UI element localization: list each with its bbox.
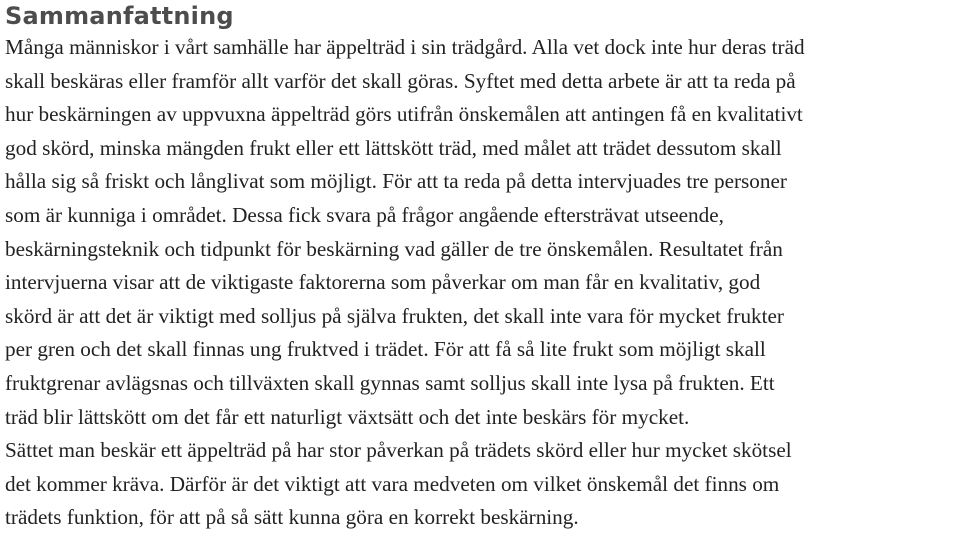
summary-paragraph-2: [5, 434, 959, 535]
text-line: träd blir lättskött om det får ett naturligt växtsätt och det inte beskärs för mycket.: [5, 404, 690, 429]
summary-paragraph-1: [5, 31, 959, 434]
text-line: beskärningsteknik och tidpunkt för beskärning vad gäller de tre önskemålen. Resultatet från: [5, 236, 783, 261]
text-line: fruktgrenar avlägsnas och tillväxten skall gynnas samt solljus skall inte lysa på frukten. Ett: [5, 370, 775, 395]
text-line: trädets funktion, för att på så sätt kunna göra en korrekt beskärning.: [5, 505, 579, 530]
text-line: Sättet man beskär ett äppelträd på har stor påverkan på trädets skörd eller hur mycket skötsel: [5, 438, 792, 463]
document-page: [5, 0, 959, 535]
text-line: god skörd, minska mängden frukt eller ett lättskött träd, med målet att trädet dessutom skall: [5, 135, 782, 160]
text-line: som är kunniga i området. Dessa fick svara på frågor angående eftersträvat utseende,: [5, 202, 724, 227]
text-line: hålla sig så friskt och långlivat som möjligt. För att ta reda på detta intervjuades tre personer: [5, 169, 787, 194]
summary-heading: Sammanfattning: [5, 2, 234, 30]
text-line: skall beskäras eller framför allt varför det skall göras. Syftet med detta arbete är att ta reda på: [5, 68, 796, 93]
text-line: per gren och det skall finnas ung fruktved i trädet. För att få så lite frukt som möjligt skall: [5, 337, 766, 362]
text-line: hur beskärningen av uppvuxna äppelträd görs utifrån önskemålen att antingen få en kvalitativt: [5, 102, 803, 127]
text-line: intervjuerna visar att de viktigaste faktorerna som påverkar om man får en kvalitativ, god: [5, 270, 761, 295]
text-line: det kommer kräva. Därför är det viktigt att vara medveten om vilket önskemål det finns om: [5, 471, 780, 496]
text-line: Många människor i vårt samhälle har äppelträd i sin trädgård. Alla vet dock inte hur deras träd: [5, 35, 805, 59]
text-line: skörd är att det är viktigt med solljus på själva frukten, det skall inte vara för mycket frukter: [5, 303, 784, 328]
